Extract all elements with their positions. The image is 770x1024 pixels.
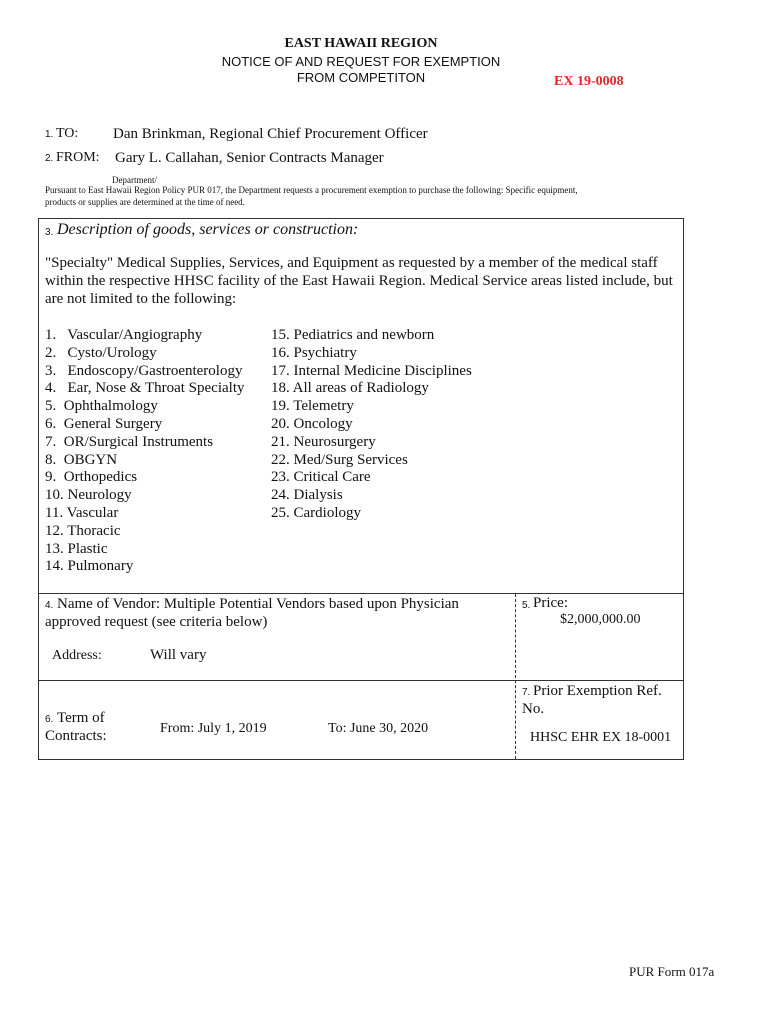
list-item: 12. Thoracic <box>45 522 121 539</box>
description-number: 3. <box>45 227 54 238</box>
list-item: 10. Neurology <box>45 487 132 504</box>
price-value: $2,000,000.00 <box>560 612 641 627</box>
list-item: 18. All areas of Radiology <box>271 380 429 397</box>
list-item: 13. Plastic <box>45 540 108 557</box>
document-subtitle-line2: FROM COMPETITON <box>296 70 426 85</box>
term-from: From: July 1, 2019 <box>160 721 267 736</box>
list-item: 5. Ophthalmology <box>45 398 158 415</box>
list-item: 11. Vascular <box>45 504 119 521</box>
term-to: To: June 30, 2020 <box>328 721 429 736</box>
term-label-line1: Term of <box>57 710 105 726</box>
vendor-name-line1: Name of Vendor: Multiple Potential Vendors based upon Physician <box>57 596 459 612</box>
list-item: 2. Cysto/Urology <box>45 344 157 361</box>
list-item: 23. Critical Care <box>271 469 371 486</box>
to-number: 1. <box>45 129 54 140</box>
to-label: TO: <box>56 126 79 141</box>
description-heading: Description of goods, services or construction: <box>57 221 359 238</box>
policy-line1: Pursuant to East Hawaii Region Policy PUR 017, the Department requests a procurement exemption to purchase the following: Specific equipment, <box>45 185 578 195</box>
from-value: Gary L. Callahan, Senior Contracts Manager <box>115 150 384 166</box>
department-label: Department/ <box>112 175 157 185</box>
prior-label-line1: Prior Exemption Ref. <box>533 683 662 699</box>
prior-exemption-value: HHSC EHR EX 18-0001 <box>530 730 672 745</box>
description-paragraph: "Specialty" Medical Supplies, Services, and Equipment as requested by a member of the medical staff within the respective HHSC facility of the East Hawaii Region. Medical Service areas listed include, but are not limited to the following: <box>45 255 673 307</box>
column-divider <box>515 594 516 759</box>
list-item: 24. Dialysis <box>271 487 343 504</box>
service-list-right <box>271 327 472 523</box>
list-item: 17. Internal Medicine Disciplines <box>271 362 472 379</box>
price-label: Price: <box>533 595 568 611</box>
list-item: 25. Cardiology <box>271 504 361 521</box>
exemption-number: EX 19-0008 <box>554 74 624 89</box>
list-item: 7. OR/Surgical Instruments <box>45 433 214 450</box>
price-number: 5. <box>522 600 531 611</box>
list-item: 4. Ear, Nose & Throat Specialty <box>45 380 245 397</box>
service-list-left <box>45 327 245 576</box>
document-title: EAST HAWAII REGION <box>284 36 438 51</box>
list-item: 6. General Surgery <box>45 415 163 432</box>
list-item: 21. Neurosurgery <box>271 433 376 450</box>
list-item: 16. Psychiatry <box>271 344 357 361</box>
to-value: Dan Brinkman, Regional Chief Procurement Officer <box>113 126 428 142</box>
term-number: 6. <box>45 714 54 725</box>
section-divider-1 <box>38 593 684 594</box>
address-label: Address: <box>52 648 102 663</box>
policy-line2: products or supplies are determined at the time of need. <box>45 197 245 207</box>
section-divider-2 <box>38 680 684 681</box>
term-label-line2: Contracts: <box>45 728 107 744</box>
from-number: 2. <box>45 153 54 164</box>
vendor-number: 4. <box>45 600 54 611</box>
vendor-name-line2: approved request (see criteria below) <box>45 614 268 630</box>
list-item: 9. Orthopedics <box>45 469 138 486</box>
list-item: 14. Pulmonary <box>45 558 134 575</box>
list-item: 20. Oncology <box>271 415 353 432</box>
list-item: 1. Vascular/Angiography <box>45 327 203 343</box>
list-item: 19. Telemetry <box>271 398 354 415</box>
list-item: 3. Endoscopy/Gastroenterology <box>45 362 243 379</box>
from-label: FROM: <box>56 150 100 165</box>
document-subtitle-line1: NOTICE OF AND REQUEST FOR EXEMPTION <box>221 54 501 69</box>
list-item: 22. Med/Surg Services <box>271 451 408 468</box>
prior-number: 7. <box>522 687 531 698</box>
prior-label-line2: No. <box>522 701 545 717</box>
list-item: 8. OBGYN <box>45 451 118 468</box>
address-value: Will vary <box>150 647 207 663</box>
form-number-footer: PUR Form 017a <box>629 964 715 979</box>
list-item: 15. Pediatrics and newborn <box>271 327 435 343</box>
